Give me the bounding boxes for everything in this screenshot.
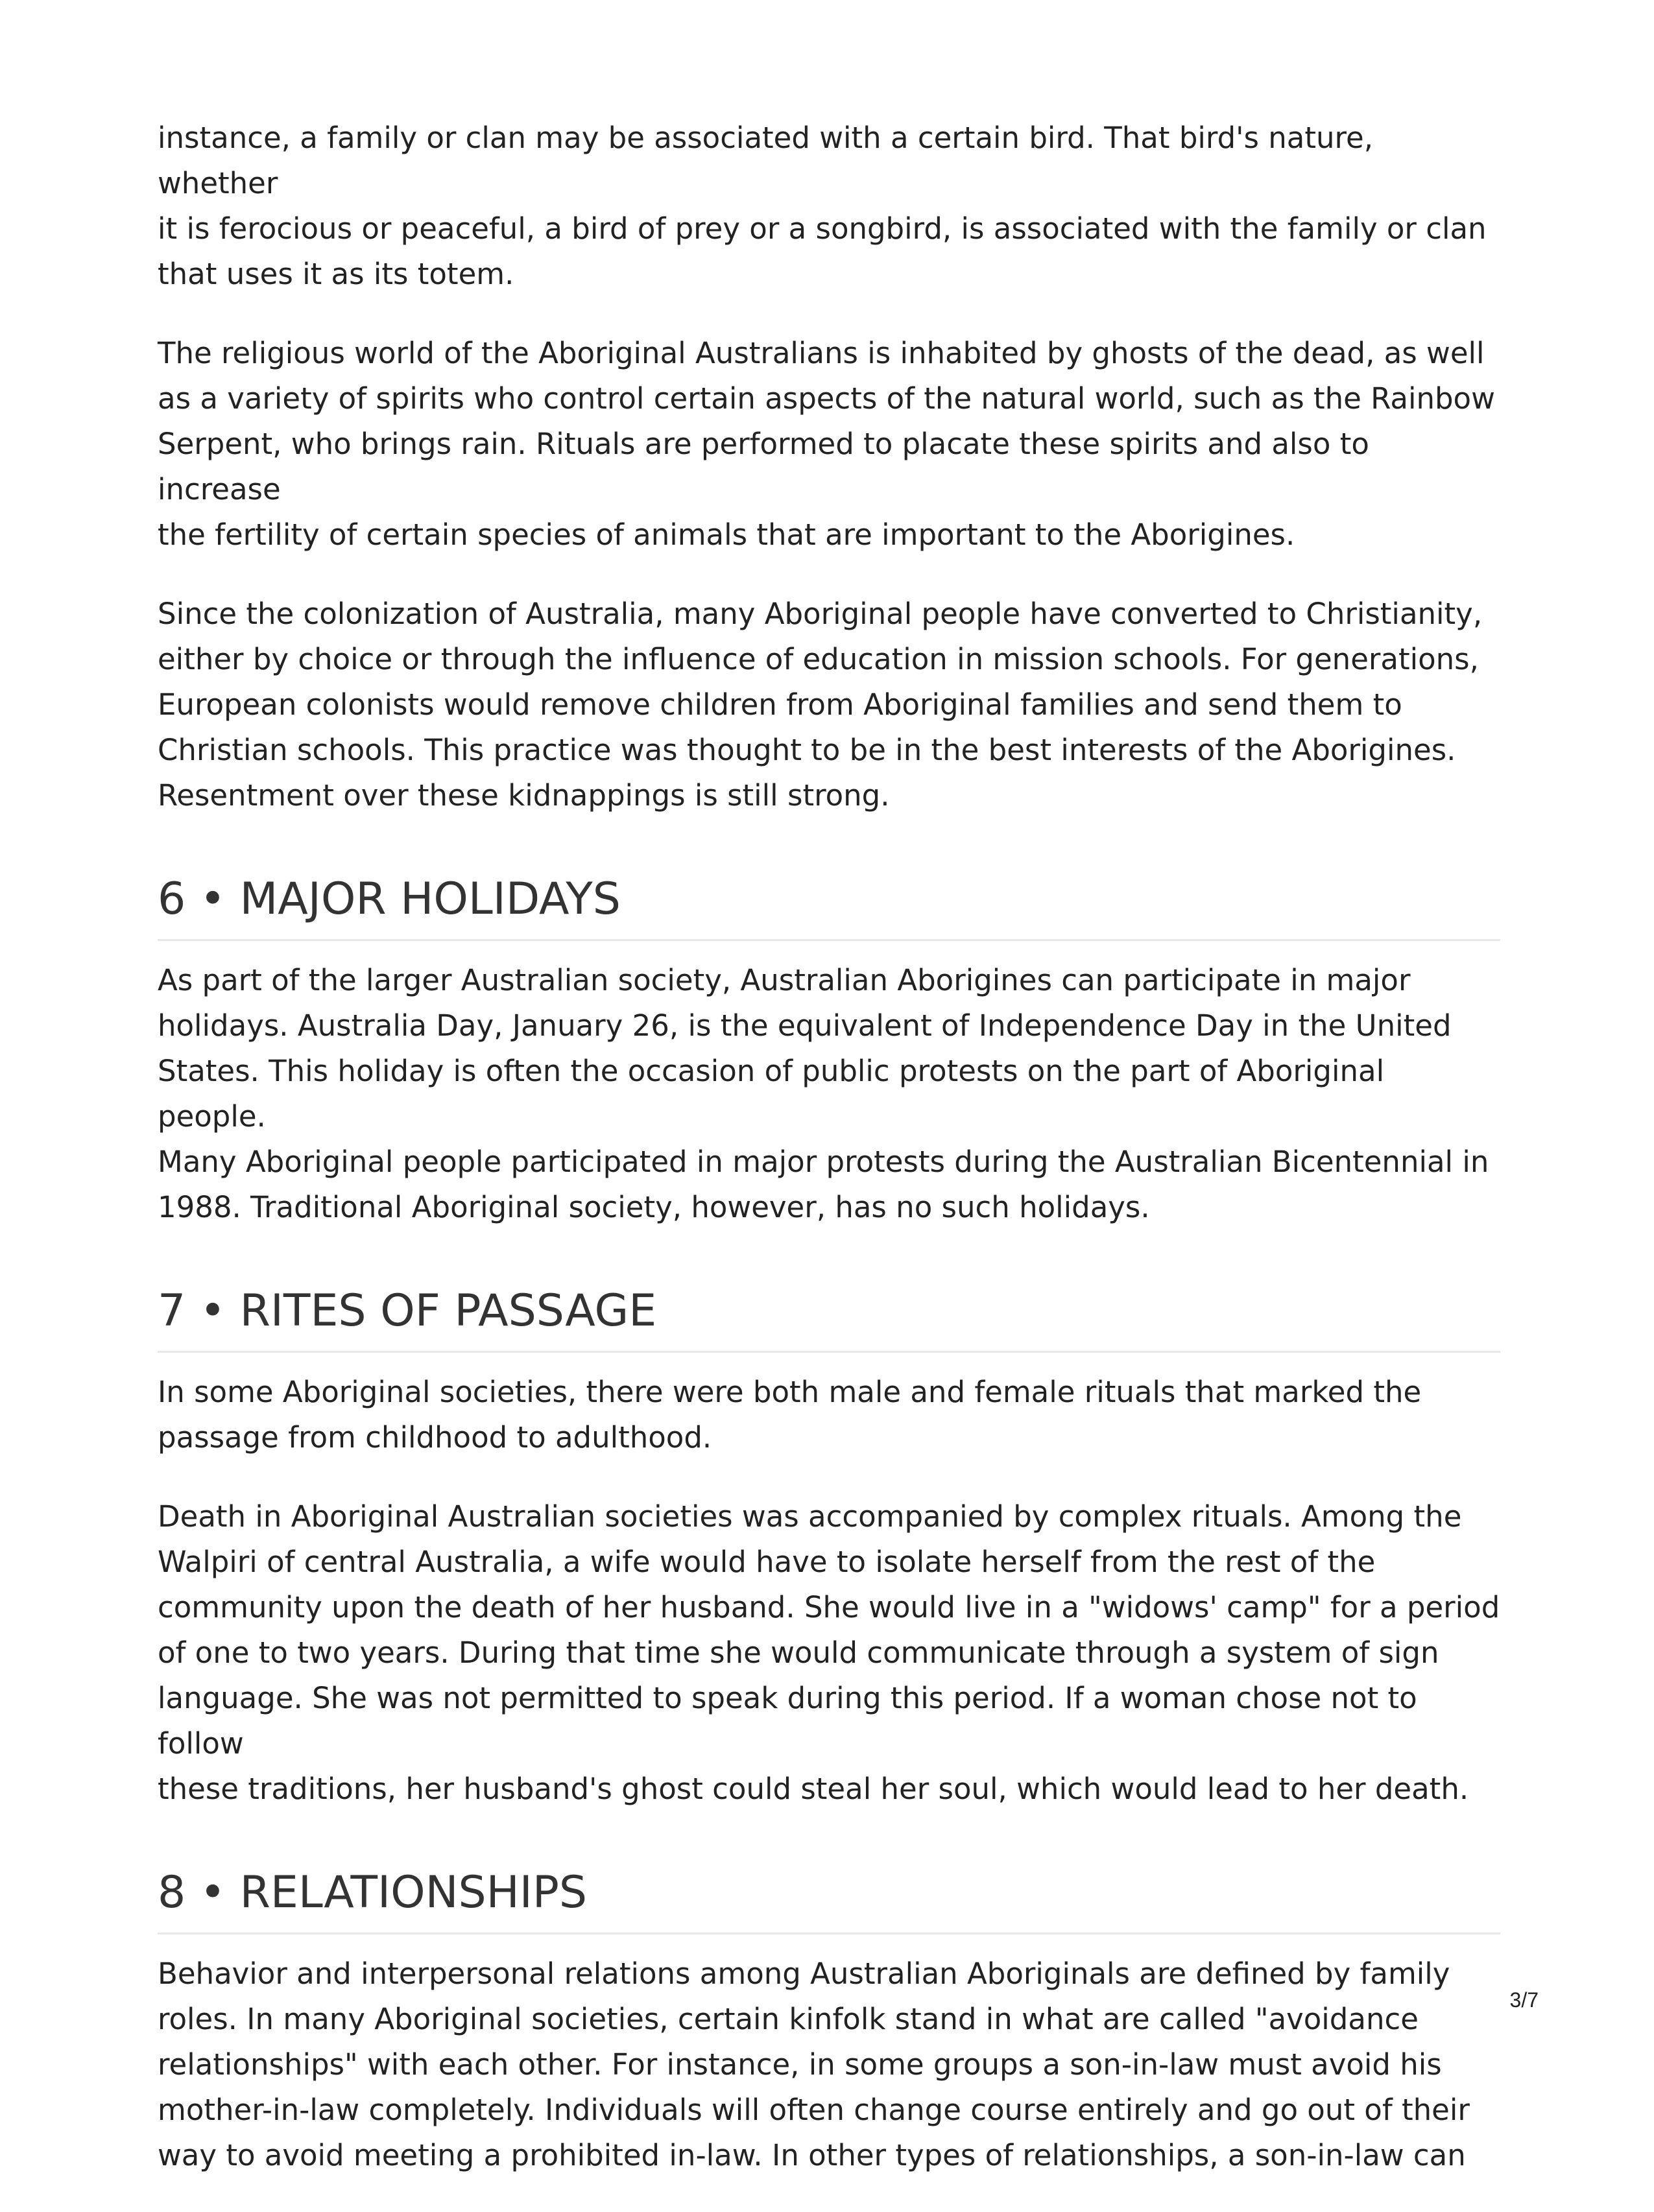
article-body	[158, 115, 1500, 2212]
section-heading-rites-of-passage: 7 • RITES OF PASSAGE	[158, 1282, 1500, 1353]
paragraph: Death in Aboriginal Australian societies was accompanied by complex rituals. Among the Walpiri of central Australia, a wife would have to isolate herself from the rest of the community upon the death of her husband. She would live in a "widows' camp" for a period of one to two years. During that time she would communicate through a system of sign language. She was not permitted to speak during this period. If a woman chose not to follow these traditions, her husband's ghost could steal her soul, which would lead to her death.	[158, 1499, 1500, 1806]
paragraph: As part of the larger Australian society, Australian Aborigines can participate in major holidays. Australia Day, January 26, is the equivalent of Independence Day in the United States. This holiday is often the occasion of public protests on the part of Aboriginal people. Many Aboriginal people participated in major protests during the Australian Bicentennial in 1988. Traditional Aboriginal society, however, has no such holidays.	[158, 963, 1489, 1224]
paragraph: In some Aboriginal societies, there were both male and female rituals that marked the passage from childhood to adulthood.	[158, 1375, 1422, 1455]
section-heading-relationships: 8 • RELATIONSHIPS	[158, 1864, 1500, 1934]
paragraph: Behavior and interpersonal relations among Australian Aboriginals are defined by family roles. In many Aboriginal societies, certain kinfolk stand in what are called "avoidance relationships" with each other. For instance, in some groups a son-in-law must avoid his mother-in-law completely. Individuals will often change course entirely and go out of their way to avoid meeting a prohibited in-law. In other types of relationships, a son-in-law can	[158, 1956, 1470, 2172]
paragraph: Since the colonization of Australia, many Aboriginal people have converted to Christianity, either by choice or through the influence of education in mission schools. For generations, European colonists would remove children from Aboriginal families and send them to Christian schools. This practice was thought to be in the best interests of the Aborigines. Resentment over these kidnappings is still strong.	[158, 597, 1483, 813]
page-number: 3/7	[1509, 1988, 1539, 2012]
paragraph: instance, a family or clan may be associated with a certain bird. That bird's nature, whether it is ferocious or peaceful, a bird of prey or a songbird, is associated with the family or clan that uses it as its totem.	[158, 121, 1487, 291]
paragraph: The religious world of the Aboriginal Australians is inhabited by ghosts of the dead, as well as a variety of spirits who control certain aspects of the natural world, such as the Rainbow Serpent, who brings rain. Rituals are performed to placate these spirits and also to increase the fertility of certain species of animals that are important to the Aborigines.	[158, 336, 1495, 552]
section-heading-major-holidays: 6 • MAJOR HOLIDAYS	[158, 870, 1500, 941]
